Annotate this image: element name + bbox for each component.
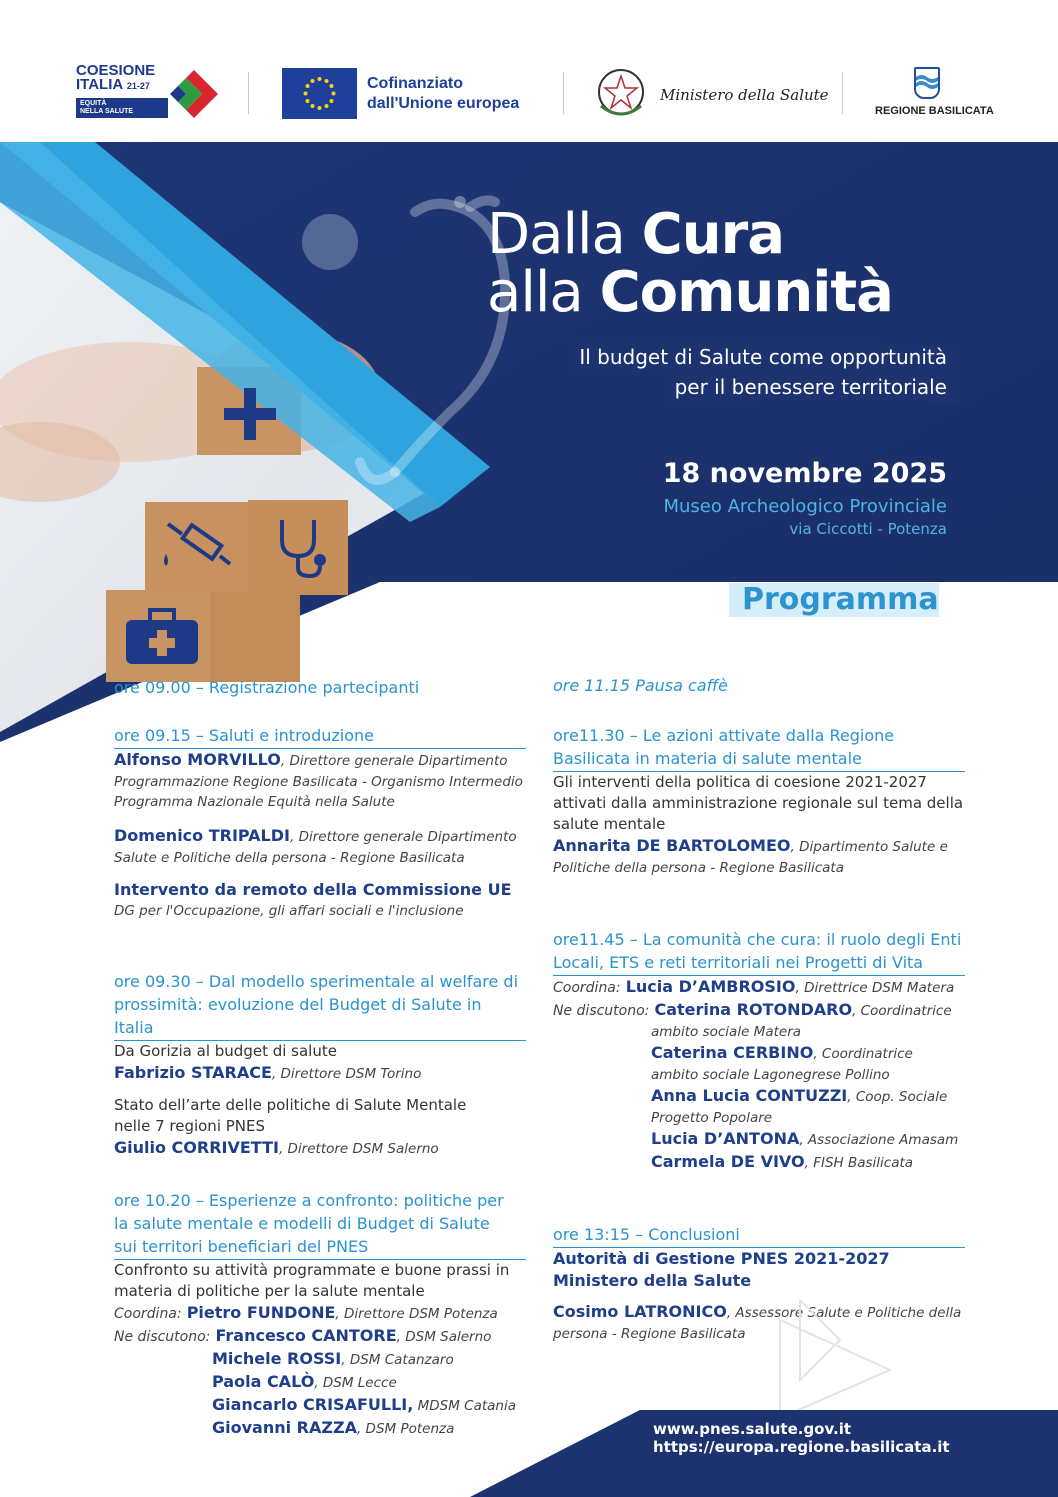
speaker-name: Pietro FUNDONE (186, 1303, 336, 1322)
speaker-role: , Direttrice DSM Matera (795, 980, 955, 996)
session-heading: ore 09.00 – Registrazione partecipanti (114, 678, 420, 697)
speaker-role: , Coop. Sociale (847, 1089, 948, 1105)
speaker-role: Politiche della persona - Regione Basilicata (553, 860, 844, 876)
speaker-name: Cosimo LATRONICO (553, 1302, 727, 1321)
talk-title: attivati dalla amministrazione regionale sul tema della (553, 794, 964, 812)
talk-title: Confronto su attività programmate e buone prassi in (114, 1261, 510, 1279)
discussants-label: Ne discutono: (114, 1329, 211, 1345)
eu-cofinanced-text (367, 74, 519, 114)
speaker-role: , DSM Catanzaro (341, 1352, 454, 1368)
coffee-break-text: ore 11.15 Pausa caffè (553, 676, 728, 695)
speaker-name: Autorità di Gestione PNES 2021-2027 (553, 1249, 890, 1268)
speaker-role: , Coordinatrice (852, 1003, 952, 1019)
syringe-icon (160, 514, 236, 584)
coesione-tag-line2: NELLA SALUTE (80, 108, 134, 115)
regione-basilicata-logo (875, 67, 994, 123)
programma-heading: Programma (729, 583, 939, 617)
speaker-role: , Direttore generale Dipartimento (289, 829, 517, 845)
speaker-role: Programmazione Regione Basilicata - Organismo Intermedio (114, 774, 523, 790)
coesione-tag-line1: EQUITÀ (80, 100, 107, 107)
speaker-role: , FISH Basilicata (804, 1155, 914, 1171)
speaker-role: , Direttore DSM Salerno (278, 1141, 439, 1157)
coesione-title: COESIONE (76, 62, 156, 79)
logo-strip (0, 0, 1058, 142)
speaker-role: ambito sociale Lagonegrese Pollino (651, 1067, 890, 1083)
session-heading: ore 09.15 – Saluti e introduzione (114, 724, 526, 749)
speaker-role: , Coordinatrice (813, 1046, 913, 1062)
session-heading: ore11.30 – Le azioni attivate dalla Regione (553, 726, 895, 745)
speaker-name: Domenico TRIPALDI (114, 826, 290, 845)
speaker-role: , Direttore DSM Torino (271, 1066, 422, 1082)
coesione-years: 21-27 (126, 81, 150, 91)
speaker-name: Francesco CANTORE (215, 1326, 397, 1345)
speaker-role: , Assessore Salute e Politiche della (726, 1305, 962, 1321)
speaker-role: Progetto Popolare (651, 1110, 773, 1126)
speaker-role: persona - Regione Basilicata (553, 1326, 746, 1342)
talk-title: Da Gorizia al budget di salute (114, 1042, 337, 1060)
talk-title: Gli interventi della politica di coesione 2021-2027 (553, 773, 927, 791)
talk-title: salute mentale (553, 815, 666, 833)
session-comunita-cura (553, 928, 965, 1174)
event-place: Museo Archeologico Provinciale (663, 496, 947, 517)
speaker-role: Salute e Politiche della persona - Regione Basilicata (114, 850, 465, 866)
session-heading: prossimità: evoluzione del Budget di Salute in Italia (114, 993, 526, 1041)
talk-title: Stato dell’arte delle politiche di Salute Mentale (114, 1096, 467, 1114)
speaker-name: Carmela DE VIVO (651, 1152, 805, 1171)
subtitle-line-2: per il benessere territoriale (663, 372, 959, 402)
speaker-name: Anna Lucia CONTUZZI (651, 1086, 848, 1105)
coesione-arrow-icon (168, 66, 220, 120)
speaker-role: , Direttore DSM Potenza (335, 1306, 498, 1322)
first-aid-kit-icon (122, 604, 202, 668)
event-subtitle (519, 342, 959, 402)
session-regione-azioni (553, 724, 965, 878)
talk-title: nelle 7 regioni PNES (114, 1117, 266, 1135)
coffee-break (553, 676, 965, 695)
hero-banner (0, 142, 1058, 742)
speaker-name: Caterina ROTONDARO (654, 1000, 853, 1019)
eu-flag-icon (282, 68, 357, 119)
speaker-name: Annarita DE BARTOLOMEO (553, 836, 791, 855)
speaker-name: Giancarlo CRISAFULLI, (212, 1395, 414, 1414)
speaker-name: Alfonso MORVILLO (114, 750, 281, 769)
speaker-name: Giulio CORRIVETTI (114, 1138, 279, 1157)
regione-shield-icon (914, 67, 940, 99)
event-title (487, 202, 947, 325)
regione-text: REGIONE BASILICATA (875, 105, 994, 117)
speaker-name: Michele ROSSI (212, 1349, 342, 1368)
speaker-role: Programma Nazionale Equità nella Salute (114, 794, 395, 810)
speaker-name: Fabrizio STARACE (114, 1063, 272, 1082)
session-heading: ore 13:15 – Conclusioni (553, 1223, 965, 1248)
session-heading: sui territori beneficiari del PNES (114, 1235, 526, 1260)
speaker-name: Lucia D’ANTONA (651, 1129, 800, 1148)
event-date: 18 novembre 2025 (662, 458, 947, 489)
speaker-role: ambito sociale Matera (651, 1024, 802, 1040)
speaker-name: Intervento da remoto della Commissione UE (114, 880, 512, 899)
logo-separator (563, 72, 564, 114)
talk-title: materia di politiche per la salute mentale (114, 1282, 425, 1300)
logo-separator (842, 72, 843, 114)
italian-republic-emblem-icon (595, 66, 647, 122)
speaker-name: Paola CALÒ (212, 1372, 315, 1391)
logo-separator (248, 72, 249, 114)
eu-line-1: Cofinanziato (367, 75, 463, 92)
speaker-role: , Associazione Amasam (799, 1132, 959, 1148)
speaker-role: DG per l'Occupazione, gli affari sociali e l'inclusione (114, 903, 464, 919)
coordinator-label: Coordina: (553, 980, 621, 996)
event-street: via Ciccotti - Potenza (789, 520, 947, 538)
footer-link-regione[interactable]: https://europa.regione.basilicata.it (653, 1438, 950, 1456)
medical-cross-icon (218, 384, 282, 444)
subtitle-line-1: Il budget di Salute come opportunità (567, 342, 959, 372)
session-budget-salute (114, 970, 526, 1160)
footer-link-pnes[interactable]: www.pnes.salute.gov.it (653, 1420, 852, 1438)
speaker-name: Lucia D’AMBROSIO (625, 977, 796, 996)
session-welcome (114, 724, 526, 921)
speaker-role: , Direttore generale Dipartimento (280, 753, 508, 769)
title-line-2: alla Comunità (487, 260, 893, 325)
speaker-name: Caterina CERBINO (651, 1043, 814, 1062)
eu-line-2: dall'Unione europea (367, 95, 520, 112)
coesione-title-2: ITALIA (76, 76, 123, 93)
discussants-label: Ne discutono: (553, 1003, 650, 1019)
coordinator-label: Coordina: (114, 1306, 182, 1322)
speaker-role: , Dipartimento Salute e (790, 839, 948, 855)
session-heading: Basilicata in materia di salute mentale (553, 747, 965, 772)
speaker-role: , DSM Potenza (356, 1421, 455, 1437)
speaker-role: MDSM Catania (413, 1398, 516, 1414)
session-registration (114, 676, 526, 699)
session-heading: la salute mentale e modelli di Budget di Salute (114, 1214, 490, 1233)
coesione-italia-logo (76, 64, 226, 124)
title-line-1: Dalla Cura (487, 202, 785, 267)
speaker-name: Ministero della Salute (553, 1271, 752, 1290)
speaker-name: Giovanni RAZZA (212, 1418, 357, 1437)
coesione-tag (76, 98, 168, 118)
session-heading: Locali, ETS e reti territoriali nei Progetti di Vita (553, 951, 965, 976)
speaker-role: , DSM Lecce (314, 1375, 397, 1391)
session-heading: ore 10.20 – Esperienze a confronto: politiche per (114, 1191, 504, 1210)
session-heading: ore11.45 – La comunità che cura: il ruolo degli Enti (553, 930, 962, 949)
ministero-salute-logo: Ministero della Salute (660, 86, 829, 104)
session-heading: ore 09.30 – Dal modello sperimentale al welfare di (114, 972, 519, 991)
speaker-role: , DSM Salerno (396, 1329, 492, 1345)
stethoscope-icon (272, 514, 332, 580)
